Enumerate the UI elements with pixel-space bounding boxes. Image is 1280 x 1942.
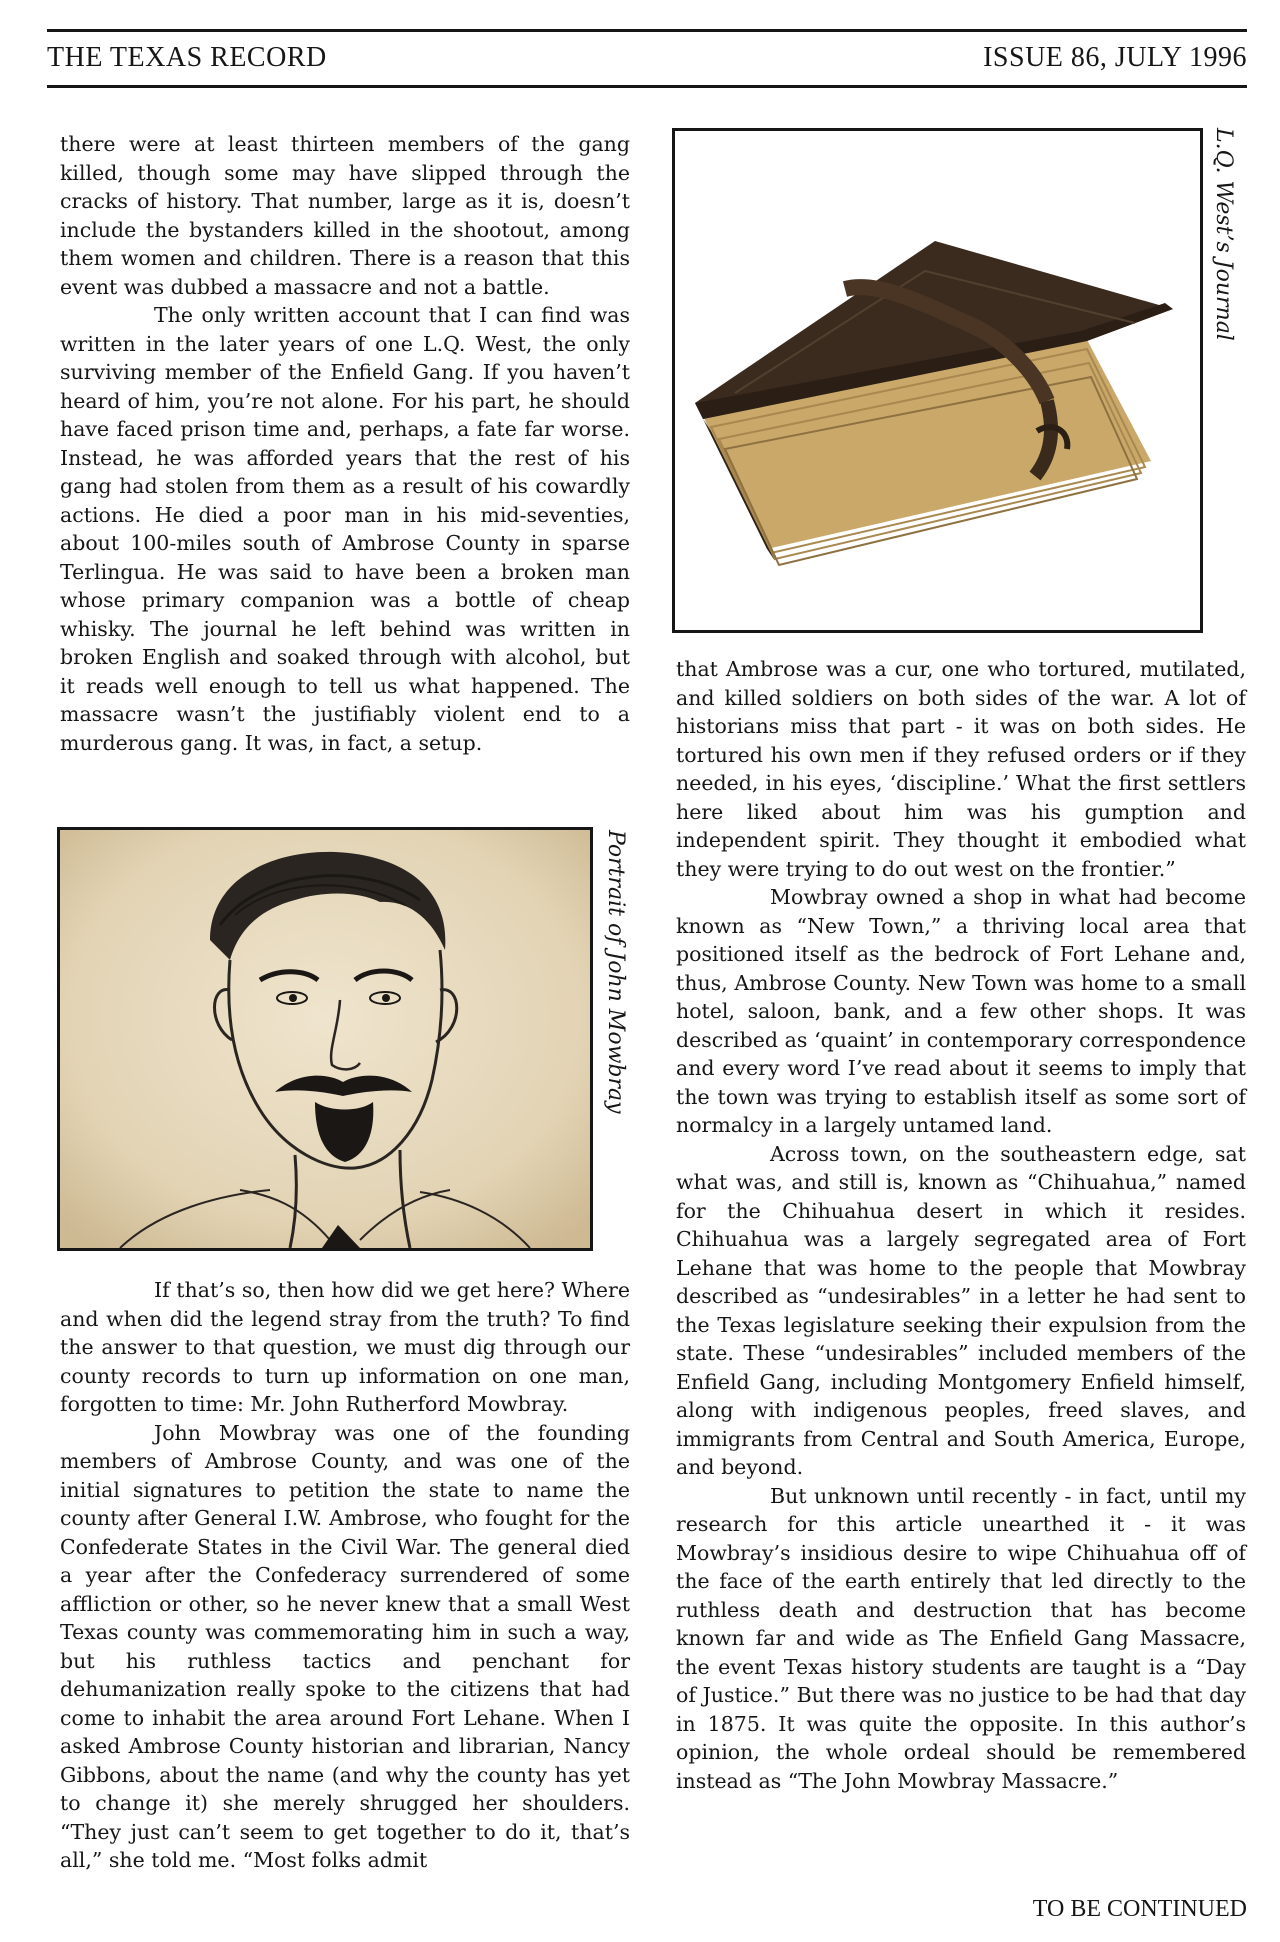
article-paragraph: The only written account that I can find was written in the later years of one L.Q. West, the only surviving member of the Enfield Gang. If you haven’t heard of him, you’re not alone. For his part, he should have faced prison time and, perhaps, a fate far worse. Instead, he was afforded years that the rest of his gang had stolen from them as a result of his cowardly actions. He died a poor man in his mid-seventies, about 100-miles south of Ambrose County in sparse Terlingua. He was said to have been a broken man whose primary companion was a bottle of cheap whisky. The journal he left behind was written in broken English and soaked through with alcohol, but it reads well enough to tell us what happened. The massacre wasn’t the justifiably violent end to a murderous gang. It was, in fact, a setup. xyxy=(60,303,630,755)
masthead-bottom-rule xyxy=(47,85,1247,88)
publication-title: THE TEXAS RECORD xyxy=(47,42,327,73)
leather-journal-illustration xyxy=(675,131,1200,630)
portrait-caption: Portrait of John Mowbray xyxy=(603,830,628,1114)
article-paragraph: Mowbray owned a shop in what had become known as “New Town,” a thriving local area that positioned itself as the bedrock of Fort Lehane and, thus, Ambrose County. New Town was home to a small hotel, saloon, bank, and a few other shops. It was described as ‘quaint’ in contemporary correspondence and every word I’ve read about it seems to imply that the town was trying to establish itself as some sort of normalcy in a largely untamed land. xyxy=(676,885,1246,1137)
john-mowbray-portrait-illustration xyxy=(60,830,590,1248)
article-column-right xyxy=(676,655,1246,1795)
article-paragraph: that Ambrose was a cur, one who tortured, mutilated, and killed soldiers on both sides of the war. A lot of historians miss that part - it was on both sides. He tortured his own men if they refused orders or if they needed, in his eyes, ‘discipline.’ What the first settlers here liked about him was his gumption and independent spirit. They thought it embodied what they were trying to do out west on the frontier.” xyxy=(676,657,1246,881)
article-paragraph: Across town, on the southeastern edge, sat what was, and still is, known as “Chihuahua,” named for the Chihuahua desert in which it resides. Chihuahua was a largely segregated area of Fort Lehane that was home to the people that Mowbray described as “undesirables” in a letter he had sent to the Texas legislature seeking their expulsion from the state. These “undesirables” included members of the Enfield Gang, including Montgomery Enfield himself, along with indigenous peoples, freed slaves, and immigrants from Central and South America, Europe, and beyond. xyxy=(676,1141,1246,1479)
issue-date: ISSUE 86, JULY 1996 xyxy=(983,42,1247,73)
article-paragraph: there were at least thirteen members of the gang killed, though some may have slipped through the cracks of history. That number, large as it is, doesn’t include the bystanders killed in the shootout, among them women and children. There is a reason that this event was dubbed a massacre and not a battle. xyxy=(60,132,630,299)
article-paragraph: John Mowbray was one of the founding members of Ambrose County, and was one of the initial signatures to petition the state to name the county after General I.W. Ambrose, who fought for the Confederate States in the Civil War. The general died a year after the Confederacy surrendered of some affliction or other, so he never knew that a small West Texas county was commemorating him in such a way, but his ruthless tactics and penchant for dehumanization really spoke to the citizens that had come to inhabit the area around Fort Lehane. When I asked Ambrose County historian and librarian, Nancy Gibbons, about the name (and why the county has yet to change it) she merely shrugged her shoulders. “They just can’t seem to get together to do it, that’s all,” she told me. “Most folks admit xyxy=(60,1420,630,1872)
journal-figure xyxy=(672,128,1203,633)
journal-caption: L.Q. West’s Journal xyxy=(1211,128,1236,341)
to-be-continued-label: TO BE CONTINUED xyxy=(1032,1896,1247,1922)
masthead-top-rule xyxy=(47,29,1247,32)
article-column-left-top xyxy=(60,130,630,757)
article-column-left-bottom xyxy=(60,1276,630,1875)
article-paragraph: But unknown until recently - in fact, until my research for this article unearthed it - it was Mowbray’s insidious desire to wipe Chihuahua off of the face of the earth entirely that led directly to the ruthless death and destruction that has become known far and wide as The Enfield Gang Massacre, the event Texas history students are taught is a “Day of Justice.” But there was no justice to be had that day in 1875. It was quite the opposite. In this author’s opinion, the whole ordeal should be remembered instead as “The John Mowbray Massacre.” xyxy=(676,1483,1246,1793)
portrait-figure xyxy=(57,827,593,1251)
article-paragraph: If that’s so, then how did we get here? Where and when did the legend stray from the truth? To find the answer to that question, we must dig through our county records to turn up information on one man, forgotten to time: Mr. John Rutherford Mowbray. xyxy=(60,1278,630,1416)
